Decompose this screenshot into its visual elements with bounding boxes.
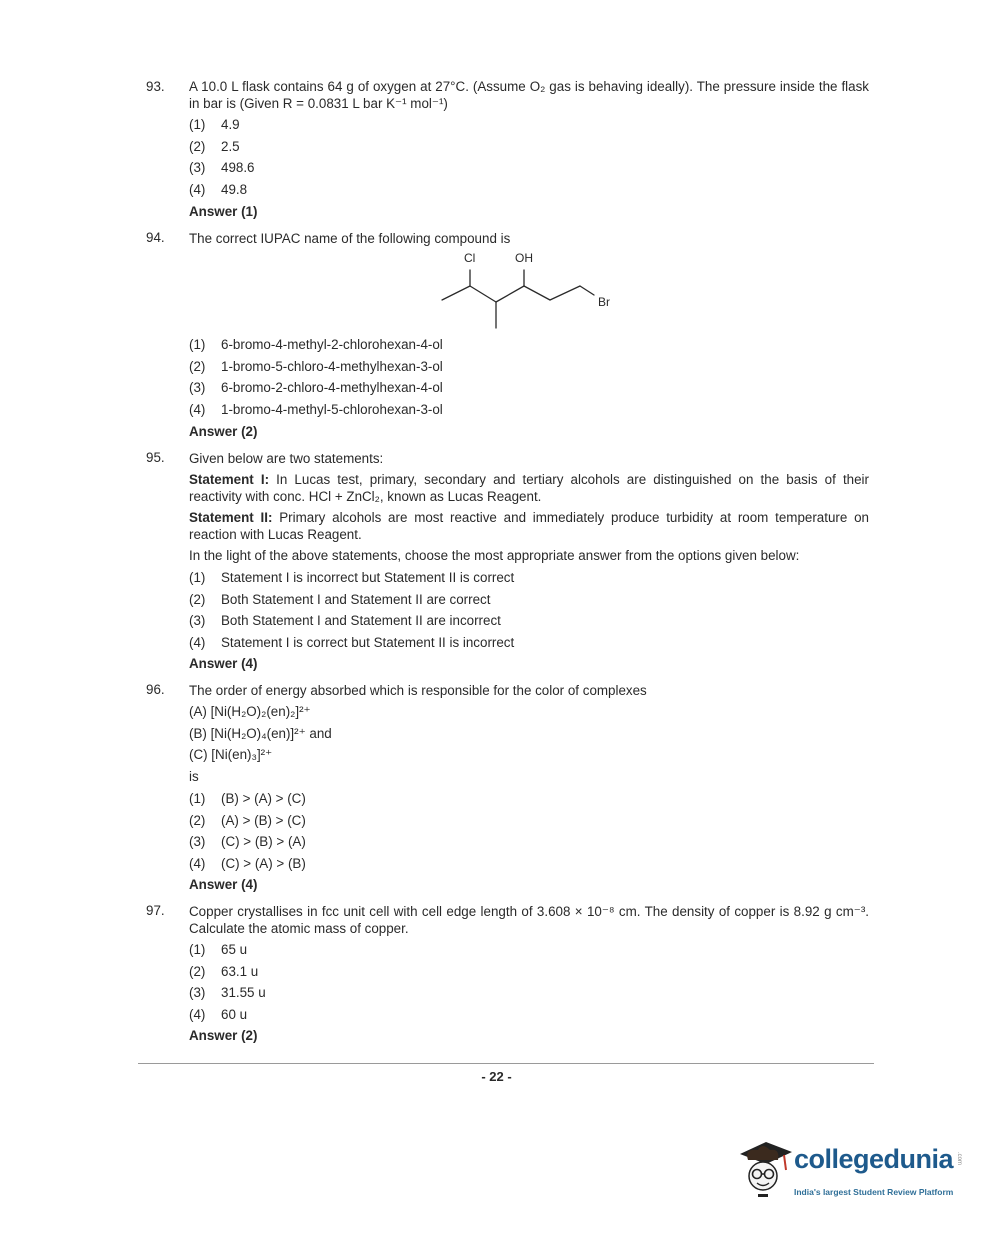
mascot-icon	[736, 1138, 792, 1202]
option-1: (1) 6-bromo-4-methyl-2-chlorohexan-4-ol	[189, 337, 443, 352]
statement-1	[189, 472, 869, 505]
collegedunia-logo	[736, 1138, 966, 1208]
answer: Answer (4)	[189, 656, 258, 671]
complex-c: (C) [Ni(en)₃]²⁺	[189, 747, 273, 763]
complex-list	[189, 704, 332, 790]
question-text: Given below are two statements:	[189, 451, 384, 466]
answer: Answer (4)	[189, 877, 258, 892]
statement-2-text: Primary alcohols are most reactive and immediately produce turbidity at room temperature on reaction with Lucas Reagent.	[189, 510, 870, 542]
instruction: In the light of the above statements, choose the most appropriate answer from the options given below:	[189, 548, 800, 563]
option-2: (2) 63.1 u	[189, 963, 259, 979]
complex-a: (A) [Ni(H₂O)₂(en)₂]²⁺	[189, 704, 311, 719]
answer: Answer (2)	[189, 424, 258, 439]
option-1: (1) Statement I is incorrect but Statement II is correct	[189, 570, 515, 585]
complex-b: (B) [Ni(H₂O)₄(en)]²⁺ and	[189, 725, 332, 741]
chlorine-label: Cl	[464, 251, 476, 265]
page-number: - 22 -	[481, 1069, 512, 1084]
question-number: 97.	[146, 903, 165, 918]
is-word: is	[189, 768, 199, 784]
question-text: Copper crystallises in fcc unit cell with cell edge length of 3.608 × 10⁻⁸ cm. The density of copper is 8.92 g cm⁻³. Calculate the atomic mass of copper.	[189, 904, 869, 936]
option-3: (3) 498.6	[189, 160, 255, 176]
option-4: (4) 60 u	[189, 1006, 248, 1022]
footer-divider	[138, 1063, 874, 1064]
chemical-structure-diagram	[430, 248, 630, 338]
logo-com: .com	[956, 1152, 962, 1166]
option-3: (3) Both Statement I and Statement II are incorrect	[189, 613, 501, 629]
options	[189, 791, 306, 877]
hydroxyl-label: OH	[515, 251, 533, 265]
options	[189, 337, 443, 423]
option-2: (2) (A) > (B) > (C)	[189, 812, 306, 828]
question-number: 95.	[146, 450, 165, 465]
option-1: (1) 4.9	[189, 117, 240, 132]
options	[189, 117, 255, 203]
bromine-label: Br	[598, 295, 610, 309]
options	[189, 570, 514, 656]
question-text: The correct IUPAC name of the following compound is	[189, 231, 511, 246]
option-4: (4) 49.8	[189, 181, 248, 197]
question-text: A 10.0 L flask contains 64 g of oxygen at 27°C. (Assume O₂ gas is behaving ideally). The pressure inside the flask in bar is (Given R = 0.0831 L bar K⁻¹ mol⁻¹)	[189, 79, 869, 111]
option-2: (2) 2.5	[189, 138, 240, 154]
statement-1-text: In Lucas test, primary, secondary and tertiary alcohols are distinguished on the basis of their reactivity with conc. HCl + ZnCl₂, known as Lucas Reagent.	[189, 472, 869, 504]
option-2: (2) Both Statement I and Statement II are correct	[189, 591, 491, 607]
question-number: 94.	[146, 230, 165, 245]
statement-2	[189, 510, 869, 543]
option-2: (2) 1-bromo-5-chloro-4-methylhexan-3-ol	[189, 358, 443, 374]
statement-1-label: Statement I:	[189, 472, 270, 487]
question-text: The order of energy absorbed which is responsible for the color of complexes	[189, 683, 647, 698]
option-3: (3) 31.55 u	[189, 985, 266, 1001]
option-4: (4) (C) > (A) > (B)	[189, 855, 306, 871]
logo-wordmark: collegedunia	[794, 1144, 954, 1174]
statement-2-label: Statement II:	[189, 510, 273, 525]
option-1: (1) 65 u	[189, 942, 248, 957]
logo-tagline: India's largest Student Review Platform	[794, 1187, 954, 1197]
option-1: (1) (B) > (A) > (C)	[189, 791, 306, 806]
option-4: (4) 1-bromo-4-methyl-5-chlorohexan-3-ol	[189, 401, 443, 417]
question-number: 96.	[146, 682, 165, 697]
answer: Answer (2)	[189, 1028, 258, 1043]
options	[189, 942, 266, 1028]
option-3: (3) (C) > (B) > (A)	[189, 834, 306, 850]
question-number: 93.	[146, 79, 165, 94]
option-3: (3) 6-bromo-2-chloro-4-methylhexan-4-ol	[189, 380, 443, 396]
option-4: (4) Statement I is correct but Statement II is incorrect	[189, 634, 515, 650]
answer: Answer (1)	[189, 204, 258, 219]
